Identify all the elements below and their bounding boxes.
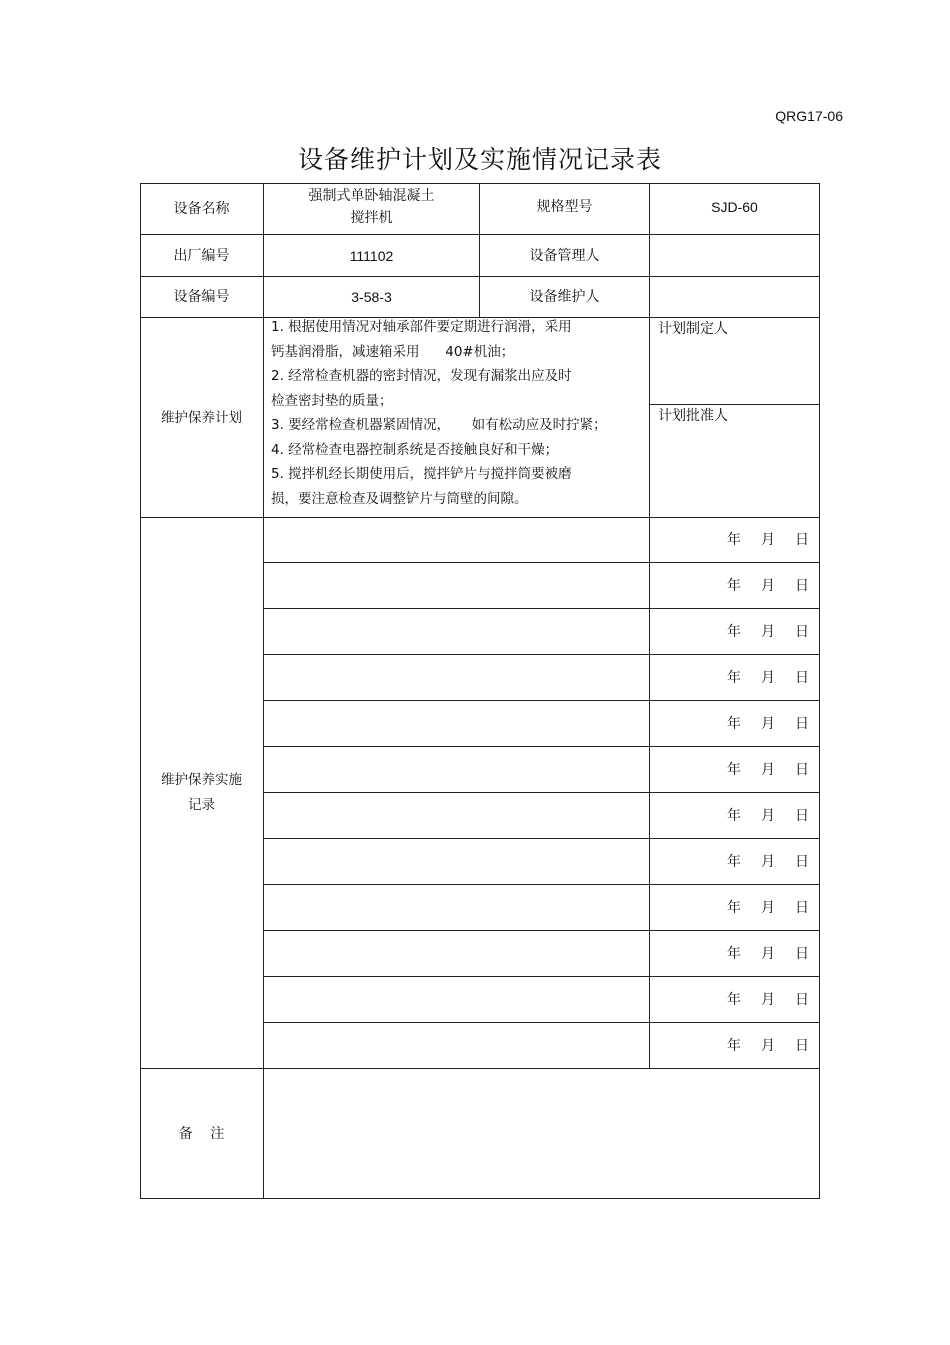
record-label-line1: 维护保养实施 bbox=[161, 772, 242, 788]
plan-line: 1. 根据使用情况对轴承部件要定期进行润滑，采用 bbox=[271, 319, 572, 335]
plan-maker-label: 计划制定人 bbox=[658, 321, 728, 337]
date-month: 月 bbox=[761, 946, 775, 962]
remarks-label: 备 注 bbox=[178, 1125, 225, 1142]
date-day: 日 bbox=[795, 992, 809, 1008]
plan-line: 4. 经常检查电器控制系统是否接触良好和干燥； bbox=[271, 441, 559, 458]
record-date bbox=[650, 654, 815, 700]
record-date bbox=[650, 516, 815, 562]
page-title: 设备维护计划及实施情况记录表 bbox=[297, 145, 662, 174]
date-month: 月 bbox=[761, 992, 775, 1008]
date-year: 年 bbox=[727, 670, 741, 686]
equipment-manager-value bbox=[650, 235, 819, 276]
date-day: 日 bbox=[795, 808, 809, 824]
record-date bbox=[650, 838, 815, 884]
record-date bbox=[650, 976, 815, 1022]
date-year: 年 bbox=[727, 1038, 741, 1054]
date-year: 年 bbox=[727, 992, 741, 1008]
date-month: 月 bbox=[761, 808, 775, 824]
record-table bbox=[140, 183, 820, 1199]
date-year: 年 bbox=[727, 900, 741, 916]
date-month: 月 bbox=[761, 624, 775, 640]
equipment-name-line1: 强制式单卧轴混凝土 bbox=[308, 187, 435, 204]
equipment-name-label: 设备名称 bbox=[173, 200, 230, 217]
date-day: 日 bbox=[795, 578, 809, 594]
date-month: 月 bbox=[761, 762, 775, 778]
plan-line: 钙基润滑脂，减速箱采用 40#机油； bbox=[271, 343, 515, 360]
date-year: 年 bbox=[727, 624, 741, 640]
date-year: 年 bbox=[727, 762, 741, 778]
model-value: SJD-60 bbox=[711, 198, 758, 215]
date-month: 月 bbox=[761, 900, 775, 916]
date-year: 年 bbox=[727, 532, 741, 548]
date-day: 日 bbox=[795, 762, 809, 778]
date-month: 月 bbox=[761, 578, 775, 594]
record-date bbox=[650, 608, 815, 654]
date-day: 日 bbox=[795, 946, 809, 962]
plan-line: 检查密封垫的质量； bbox=[271, 392, 393, 409]
date-day: 日 bbox=[795, 670, 809, 686]
plan-approver-label: 计划批准人 bbox=[658, 408, 728, 424]
maintenance-plan-label: 维护保养计划 bbox=[161, 409, 242, 426]
date-year: 年 bbox=[727, 716, 741, 732]
equipment-maintainer-label: 设备维护人 bbox=[529, 289, 600, 305]
remarks-value bbox=[264, 1069, 819, 1198]
date-year: 年 bbox=[727, 808, 741, 824]
implementation-record-label bbox=[140, 518, 263, 1068]
date-month: 月 bbox=[761, 1038, 775, 1054]
equipment-number-label: 设备编号 bbox=[173, 289, 230, 305]
record-date bbox=[650, 562, 815, 608]
record-date bbox=[650, 792, 815, 838]
record-date bbox=[650, 746, 815, 792]
date-day: 日 bbox=[795, 716, 809, 732]
date-day: 日 bbox=[795, 854, 809, 870]
date-day: 日 bbox=[795, 1038, 809, 1054]
date-day: 日 bbox=[795, 532, 809, 548]
plan-line: 损，要注意检查及调整铲片与筒壁的间隙。 bbox=[271, 490, 528, 507]
plan-line: 3. 要经常检查机器紧固情况， 如有松动应及时拧紧； bbox=[271, 417, 607, 433]
date-year: 年 bbox=[727, 854, 741, 870]
record-date bbox=[650, 884, 815, 930]
equipment-number-value: 3-58-3 bbox=[351, 289, 392, 305]
date-month: 月 bbox=[761, 854, 775, 870]
plan-line: 5. 搅拌机经长期使用后，搅拌铲片与搅拌筒要被磨 bbox=[271, 466, 572, 482]
date-month: 月 bbox=[761, 532, 775, 548]
equipment-name-line2: 搅拌机 bbox=[350, 209, 393, 226]
equipment-maintainer-value bbox=[650, 277, 819, 317]
date-year: 年 bbox=[727, 578, 741, 594]
record-date bbox=[650, 930, 815, 976]
date-day: 日 bbox=[795, 624, 809, 640]
model-label: 规格型号 bbox=[536, 198, 593, 215]
plan-line: 2. 经常检查机器的密封情况，发现有漏浆出应及时 bbox=[271, 368, 572, 384]
equipment-manager-label: 设备管理人 bbox=[529, 247, 600, 264]
factory-number-value: 111102 bbox=[349, 247, 394, 264]
record-date bbox=[650, 1022, 815, 1068]
factory-number-label: 出厂编号 bbox=[173, 247, 230, 264]
document-code: QRG17-06 bbox=[775, 108, 843, 124]
date-month: 月 bbox=[761, 670, 775, 686]
record-date bbox=[650, 700, 815, 746]
date-month: 月 bbox=[761, 716, 775, 732]
equipment-name-value bbox=[264, 183, 479, 230]
date-day: 日 bbox=[795, 900, 809, 916]
date-year: 年 bbox=[727, 946, 741, 962]
maintenance-plan-content bbox=[271, 315, 623, 511]
record-label-line2: 记录 bbox=[188, 797, 215, 813]
